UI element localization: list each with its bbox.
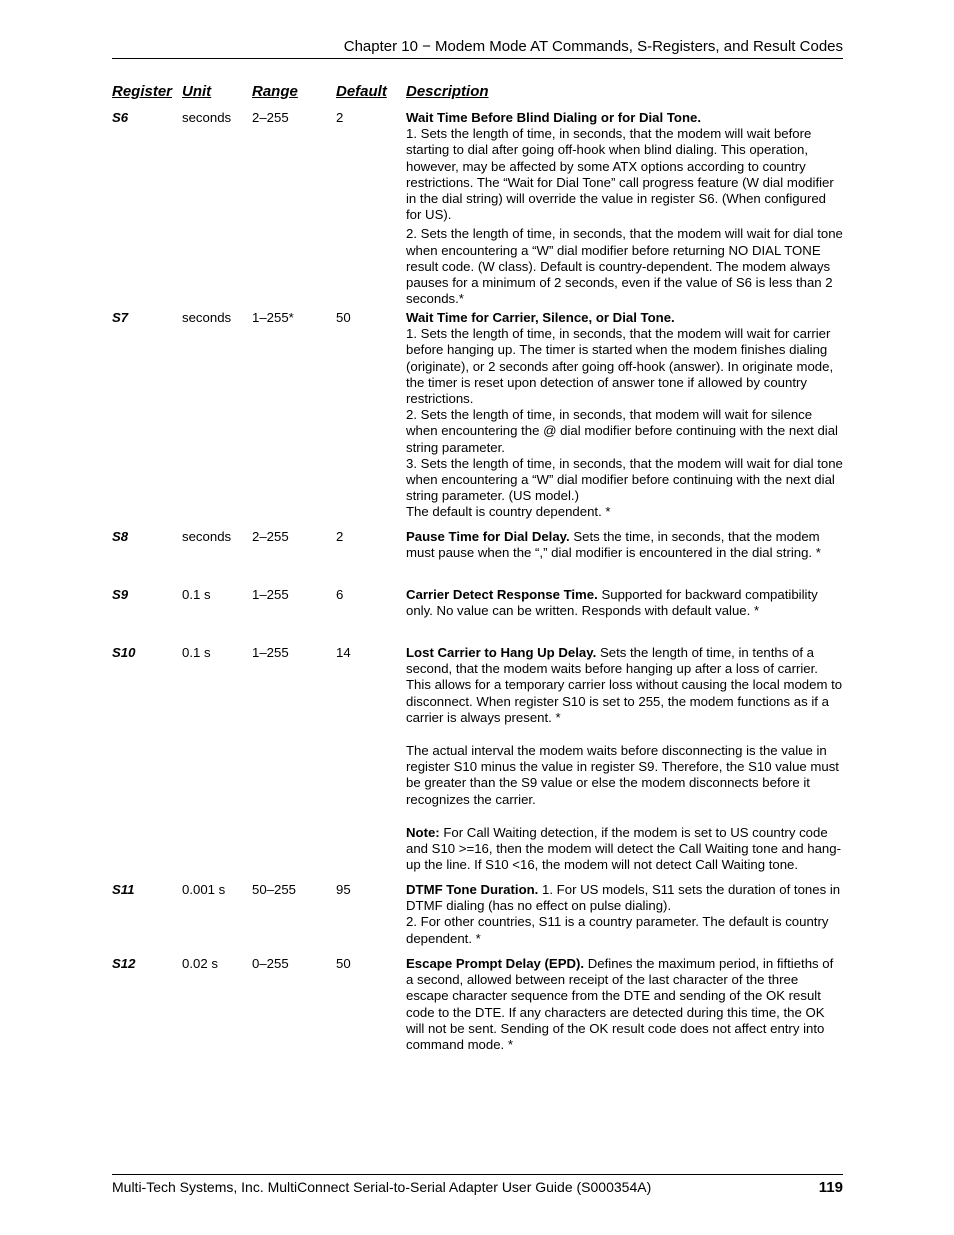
- register-unit: seconds: [182, 110, 232, 125]
- register-default: 50: [336, 310, 351, 325]
- description-text: Sets the length of time, in tenths of a second, that the modem waits before hanging up after a loss of carrier. This allows for a temporary carrier loss without causing the local modem to disconnect. When register S10 is set to 255, the modem functions as if a carrier is always present. *: [406, 645, 843, 725]
- col-register: Register: [112, 83, 173, 100]
- note-text: For Call Waiting detection, if the modem is set to US country code and S10 >=16, then the modem will detect the Call Waiting tone and hang-up the line. If S10 <16, the modem will not detect Call Waiting tone.: [406, 824, 841, 873]
- register-default: 50: [336, 956, 351, 971]
- register-default: 14: [336, 645, 351, 660]
- register-default: 2: [336, 110, 344, 125]
- description-paragraph: 2. Sets the length of time, in seconds, that the modem will wait for dial tone when encountering a “W” dial modifier before returning NO DIAL TONE result code. (W class). Default is country-dependent. The modem always pauses for a minimum of 2 seconds, even if the value of S6 is less than 2 seconds.*: [406, 226, 843, 307]
- register-name: S7: [112, 310, 129, 325]
- description-title: Carrier Detect Response Time.: [406, 587, 598, 602]
- register-unit: 0.1 s: [182, 645, 211, 660]
- register-name: S12: [112, 956, 136, 971]
- register-description: [406, 882, 843, 947]
- register-range: 2–255: [252, 529, 289, 544]
- description-text: Defines the maximum period, in fiftieths of a second, allowed between receipt of the last character of the three escape character sequence from the DTE and sending of the OK result code to the DTE. If any characters are detected during this time, the OK will not be sent. Sending of the OK result code does not affect entry into command mode. *: [406, 956, 834, 1053]
- col-description: Description: [406, 83, 489, 100]
- page-header: Chapter 10 − Modem Mode AT Commands, S-Registers, and Result Codes: [112, 38, 843, 59]
- register-name: S10: [112, 645, 136, 660]
- description-text: Supported for backward compatibility only. No value can be written. Responds with default value. *: [406, 587, 818, 619]
- register-range: 0–255: [252, 956, 289, 971]
- col-default: Default: [336, 83, 387, 100]
- register-name: S6: [112, 110, 129, 125]
- footer-text: Multi-Tech Systems, Inc. MultiConnect Serial-to-Serial Adapter User Guide (S000354A): [112, 1179, 652, 1195]
- register-unit: 0.02 s: [182, 956, 218, 971]
- register-default: 6: [336, 587, 344, 602]
- register-name: S9: [112, 587, 129, 602]
- description-title: Lost Carrier to Hang Up Delay.: [406, 645, 597, 660]
- description-title: Wait Time for Carrier, Silence, or Dial Tone.: [406, 310, 675, 325]
- register-range: 1–255: [252, 587, 289, 602]
- register-unit: 0.1 s: [182, 587, 211, 602]
- register-description: [406, 110, 843, 310]
- description-paragraph: 1. Sets the length of time, in seconds, that the modem will wait before starting to dial after going off-hook when blind dialing. This operation, however, may be affected by some ATX options according to country restrictions. The “Wait for Dial Tone” call progress feature (W dial modifier in the dial string) will override the value in register S6. (When configured for US).: [406, 126, 834, 223]
- register-description: [406, 645, 843, 873]
- description-paragraph: The default is country dependent. *: [406, 504, 611, 520]
- register-default: 95: [336, 882, 351, 897]
- page-number: 119: [818, 1179, 843, 1196]
- register-description: [406, 956, 843, 1056]
- description-title: DTMF Tone Duration.: [406, 882, 539, 897]
- description-paragraph: 2. Sets the length of time, in seconds, that modem will wait for silence when encountering the @ dial modifier before continuing with the next dial string parameter.: [406, 407, 838, 455]
- register-unit: seconds: [182, 310, 232, 325]
- col-unit: Unit: [182, 83, 212, 100]
- register-range: 1–255: [252, 645, 289, 660]
- register-range: 50–255: [252, 882, 297, 897]
- description-paragraph: The actual interval the modem waits before disconnecting is the value in register S10 minus the value in register S9. Therefore, the S10 value must be greater than the S9 value or else the modem disconnects before it recognizes the carrier.: [406, 743, 839, 807]
- register-description: [406, 310, 843, 521]
- description-text: Sets the time, in seconds, that the modem must pause when the “,” dial modifier is encountered in the dial string. *: [406, 529, 821, 561]
- page-footer: [112, 1174, 843, 1195]
- description-title: Pause Time for Dial Delay.: [406, 529, 570, 544]
- register-name: S8: [112, 529, 129, 544]
- register-unit: 0.001 s: [182, 882, 226, 897]
- register-description: [406, 587, 843, 622]
- description-paragraph: 1. Sets the length of time, in seconds, that the modem will wait for carrier before hanging up. The timer is started when the modem finishes dialing (originate), or 2 seconds after going off-hook (answer). In originate mode, the timer is reset upon detection of answer tone if allowed by country restrictions.: [406, 326, 834, 407]
- register-range: 2–255: [252, 110, 289, 125]
- description-paragraph: 2. For other countries, S11 is a country parameter. The default is country dependent. *: [406, 914, 829, 946]
- register-default: 2: [336, 529, 344, 544]
- register-description: [406, 529, 843, 564]
- register-name: S11: [112, 882, 135, 897]
- description-title: Escape Prompt Delay (EPD).: [406, 956, 585, 971]
- register-range: 1–255*: [252, 310, 294, 325]
- col-range: Range: [252, 83, 298, 100]
- description-title: Wait Time Before Blind Dialing or for Dial Tone.: [406, 110, 702, 125]
- description-paragraph: 3. Sets the length of time, in seconds, that the modem will wait for dial tone when encountering a “W” dial modifier before continuing with the next dial string parameter. (US model.): [406, 455, 843, 504]
- description-text: 1. For US models, S11 sets the duration of tones in DTMF dialing (has no effect on pulse dialing).: [406, 882, 841, 914]
- note-label: Note:: [406, 824, 440, 840]
- register-unit: seconds: [182, 529, 232, 544]
